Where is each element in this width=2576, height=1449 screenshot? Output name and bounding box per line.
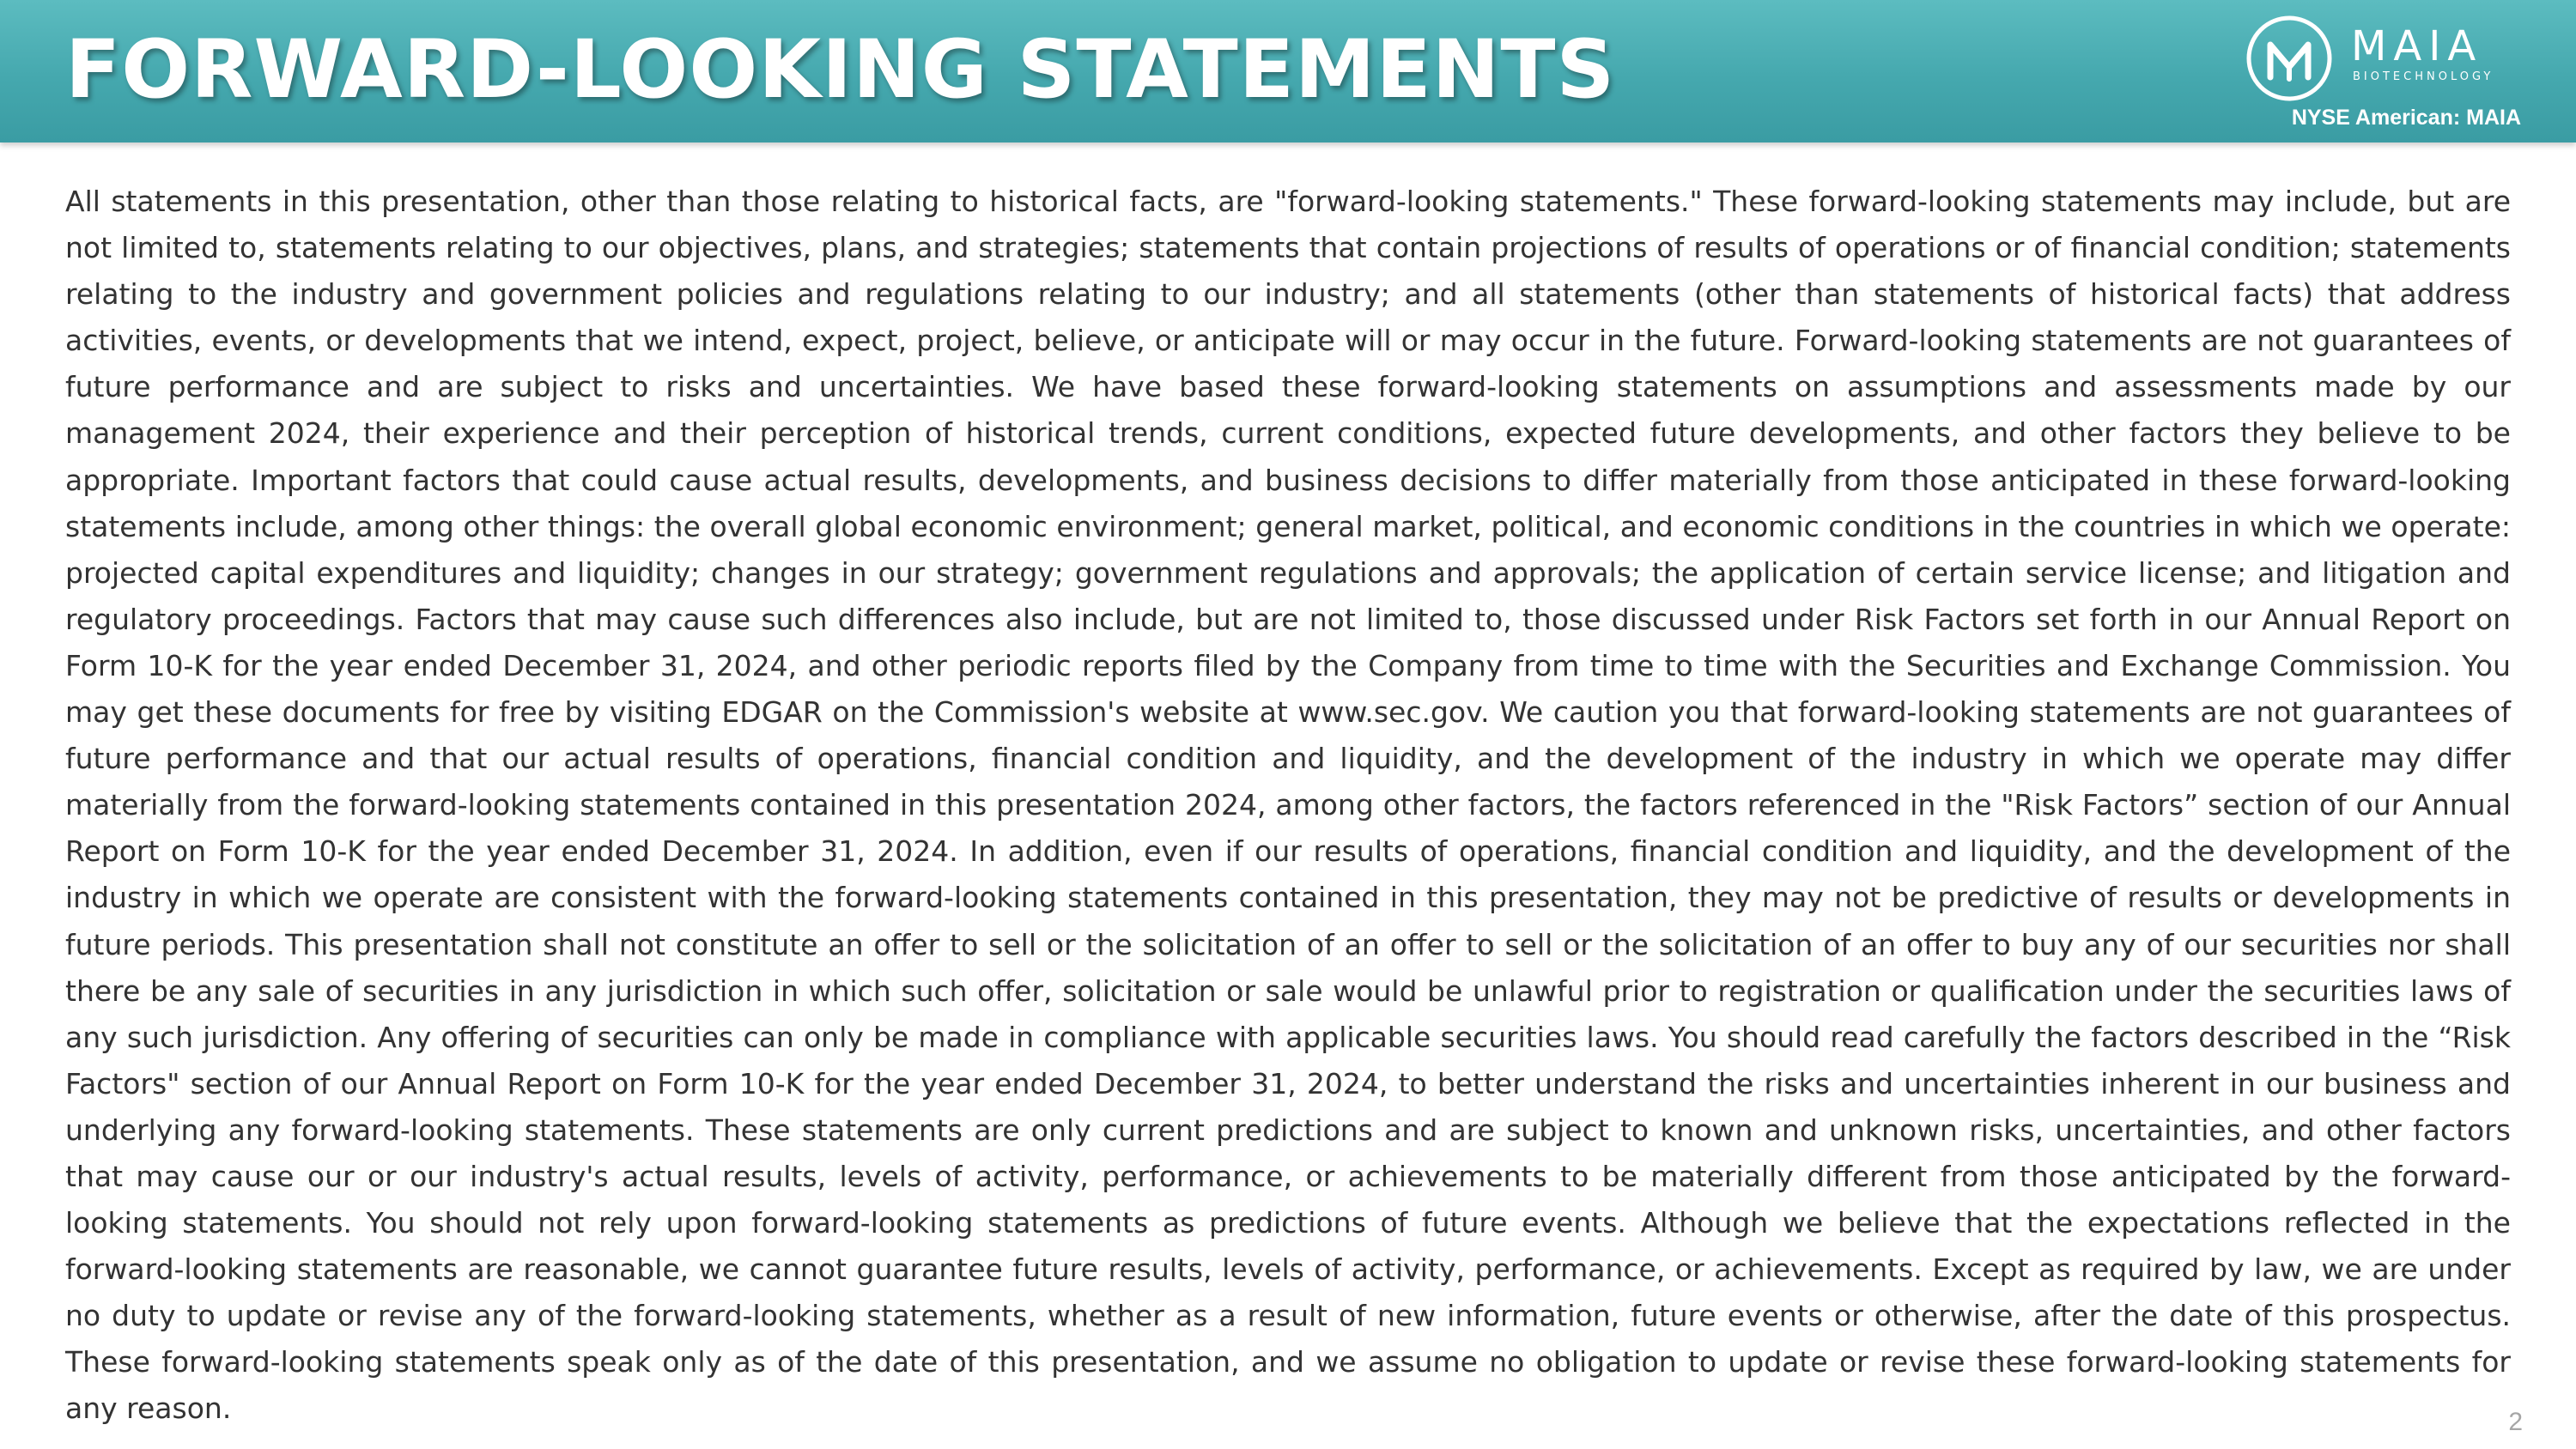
logo-subtitle: BIOTECHNOLOGY	[2353, 70, 2494, 83]
maia-m-circle-logo-icon	[2245, 14, 2334, 103]
page-number: 2	[2508, 1408, 2523, 1436]
company-logo	[2245, 14, 2494, 103]
stock-ticker: NYSE American: MAIA	[2291, 106, 2521, 130]
logo-wordmark: MAIA	[2351, 22, 2483, 70]
header-bar	[0, 0, 2576, 142]
disclaimer-text: All statements in this presentation, other than those relating to historical facts, are "forward-looking statements." These forward-looking statements may include, but are not limited to, statements relating to our objectives, plans, and strategies; statements that contain projections of results of operations or of financial condition; statements relating to the industry and government policies and regulations relating to our industry; and all statements (other than statements of historical facts) that address activities, events, or developments that we intend, expect, project, believe, or anticipate will or may occur in the future. Forward-looking statements are not guarantees of future performance and are subject to risks and uncertainties. We have based these forward-looking statements on assumptions and assessments made by our management 2024, their experience and their perception of historical trends, current conditions, expected future developments, and other factors they believe to be appropriate. Important factors that could cause actual results, developments, and business decisions to differ materially from those anticipated in these forward-looking statements include, among other things: the overall global economic environment; general market, political, and economic conditions in the countries in which we operate: projected capital expenditures and liquidity; changes in our strategy; government regulations and approvals; the application of certain service license; and litigation and regulatory proceedings. Factors that may cause such differences also include, but are not limited to, those discussed under Risk Factors set forth in our Annual Report on Form 10-K for the year ended December 31, 2024, and other periodic reports filed by the Company from time to time with the Securities and Exchange Commission. You may get these documents for free by visiting EDGAR on the Commission's website at www.sec.gov. We caution you that forward-looking statements are not guarantees of future performance and that our actual results of operations, financial condition and liquidity, and the development of the industry in which we operate may differ materially from the forward-looking statements contained in this presentation 2024, among other factors, the factors referenced in the "Risk Factors” section of our Annual Report on Form 10-K for the year ended December 31, 2024. In addition, even if our results of operations, financial condition and liquidity, and the development of the industry in which we operate are consistent with the forward-looking statements contained in this presentation, they may not be predictive of results or developments in future periods. This presentation shall not constitute an offer to sell or the solicitation of an offer to sell or the solicitation of an offer to buy any of our securities nor shall there be any sale of securities in any jurisdiction in which such offer, solicitation or sale would be unlawful prior to registration or qualification under the securities laws of any such jurisdiction. Any offering of securities can only be made in compliance with applicable securities laws. You should read carefully the factors described in the “Risk Factors" section of our Annual Report on Form 10-K for the year ended December 31, 2024, to better understand the risks and uncertainties inherent in our business and underlying any forward-looking statements. These statements are only current predictions and are subject to known and unknown risks, uncertainties, and other factors that may cause our or our industry's actual results, levels of activity, performance, or achievements to be materially different from those anticipated by the forward-looking statements. You should not rely upon forward-looking statements as predictions of future events. Although we believe that the expectations reflected in the forward-looking statements are reasonable, we cannot guarantee future results, levels of activity, performance, or achievements. Except as required by law, we are under no duty to update or revise any of the forward-looking statements, whether as a result of new information, future events or otherwise, after the date of this prospectus. These forward-looking statements speak only as of the date of this presentation, and we assume no obligation to update or revise these forward-looking statements for any reason.	[65, 185, 2511, 1426]
page-title: FORWARD-LOOKING STATEMENTS	[65, 23, 1616, 117]
